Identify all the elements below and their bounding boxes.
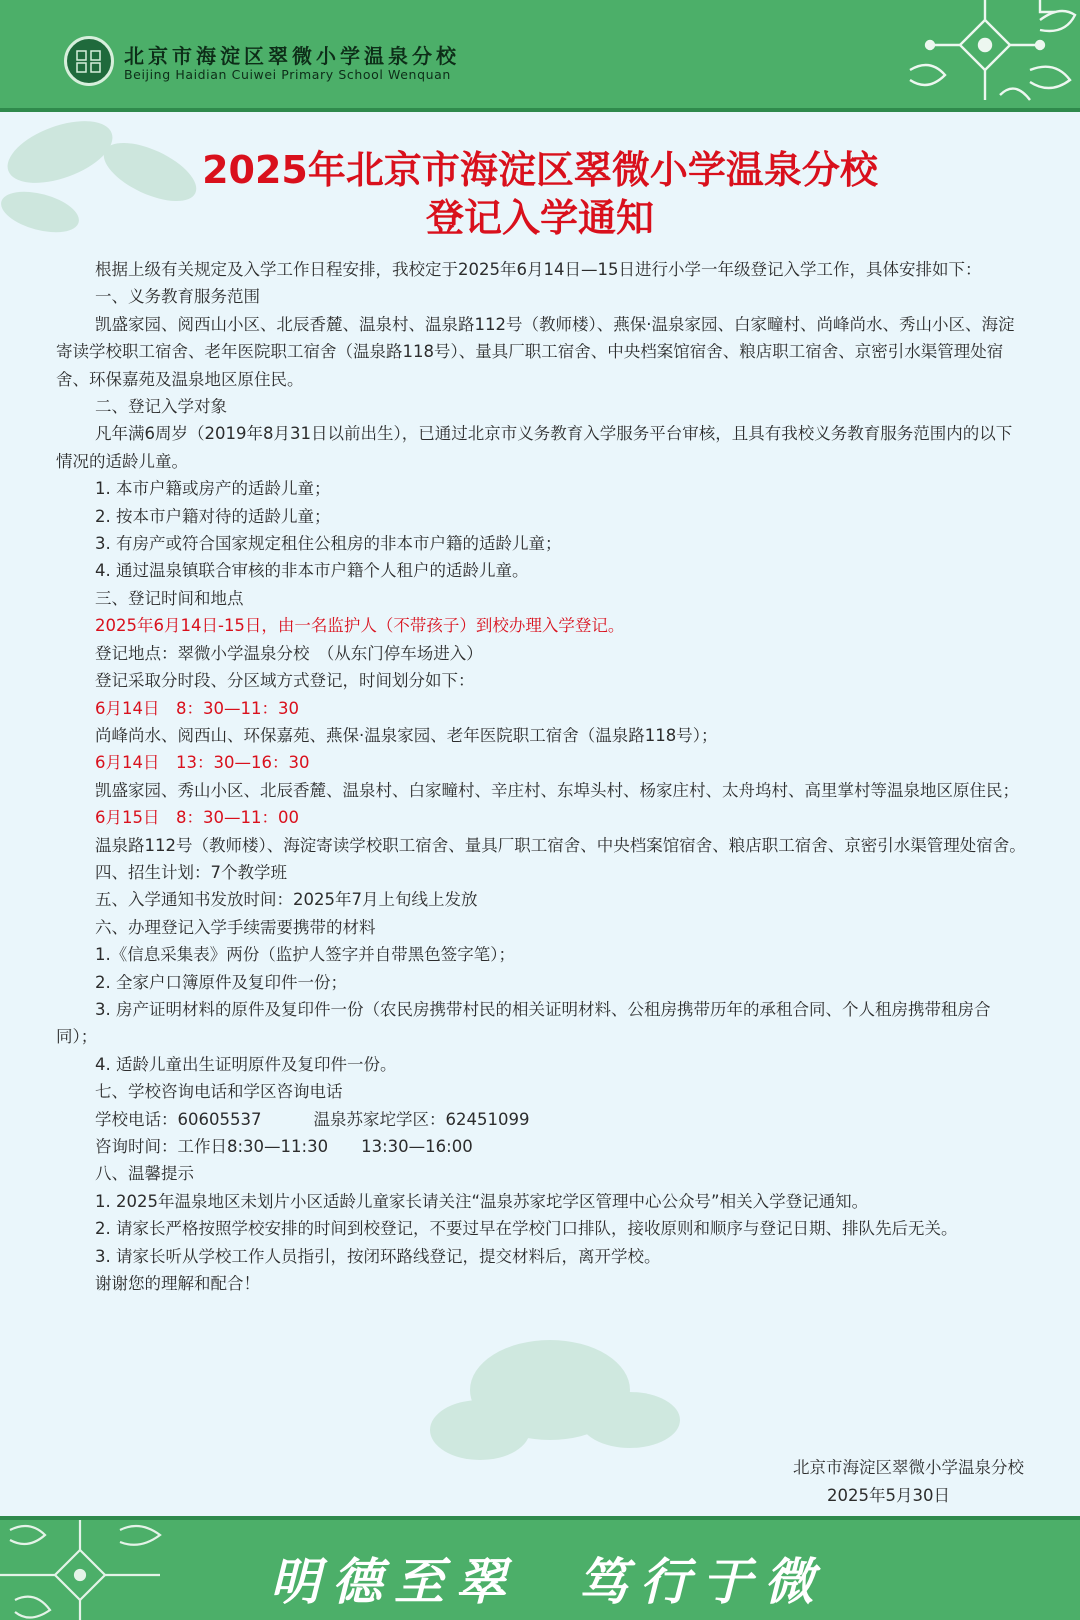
list-item: 1. 2025年温泉地区未划片小区适龄儿童家长请关注“温泉苏家坨学区管理中心公众号”相关入学登记通知。 <box>95 1191 869 1211</box>
list-item: 3. 有房产或符合国家规定租住公租房的非本市户籍的适龄儿童； <box>95 534 562 554</box>
section-heading: 四、招生计划：7个教学班 <box>95 862 287 882</box>
notice-title <box>0 146 1080 242</box>
eligibility-text: 凡年满6周岁（2019年8月31日以前出生），已通过北京市义务教育入学服务平台审核，且具有我校义务教育服务范围内的以下情况的适龄儿童。 <box>56 424 1013 471</box>
list-item: 2. 全家户口簿原件及复印件一份； <box>95 972 347 992</box>
header-bar <box>0 0 1080 112</box>
section-heading: 一、义务教育服务范围 <box>95 287 260 307</box>
list-item: 1.《信息采集表》两份（监护人签字并自带黑色签字笔）； <box>95 945 515 965</box>
title-line-2: 登记入学通知 <box>425 196 654 240</box>
intro-paragraph: 根据上级有关规定及入学工作日程安排，我校定于2025年6月14日—15日进行小学一年级登记入学工作，具体安排如下： <box>95 260 982 279</box>
list-item: 1. 本市户籍或房产的适龄儿童； <box>95 479 331 499</box>
school-phone: 学校电话：60605537 <box>95 1109 262 1129</box>
list-item: 4. 通过温泉镇联合审核的非本市户籍个人租户的适龄儿童。 <box>95 561 529 581</box>
motto-left: 明德至翠 <box>270 1552 518 1611</box>
signature-date: 2025年5月30日 <box>827 1486 950 1505</box>
school-name-cn: 北京市海淀区翠微小学温泉分校 <box>124 44 460 68</box>
notice-body <box>56 256 1026 1297</box>
service-area-text: 凯盛家园、阅西山小区、北辰香麓、温泉村、温泉路112号（教师楼）、燕保·温泉家园、白家疃村、尚峰尚水、秀山小区、海淀寄读学校职工宿舍、老年医院职工宿舍（温泉路118号）、量具厂职工宿舍、中央档案馆宿舍、粮店职工宿舍、京密引水渠管理处宿舍、环保嘉苑及温泉地区原住民。 <box>56 314 1015 389</box>
consult-hours: 咨询时间：工作日8:30—11:30 13:30—16:00 <box>95 1137 473 1156</box>
time-slot-areas: 尚峰尚水、阅西山、环保嘉苑、燕保·温泉家园、老年医院职工宿舍（温泉路118号）； <box>95 725 718 745</box>
section-heading: 七、学校咨询电话和学区咨询电话 <box>95 1082 343 1102</box>
decorative-pattern-icon <box>890 0 1080 112</box>
list-item: 2. 请家长严格按照学校安排的时间到校登记，不要过早在学校门口排队，接收原则和顺序与登记日期、排队先后无关。 <box>95 1219 958 1239</box>
registration-place: 登记地点：翠微小学温泉分校 （从东门停车场进入） <box>95 643 483 663</box>
school-emblem-icon <box>64 36 114 86</box>
thanks-line: 谢谢您的理解和配合！ <box>95 1274 260 1294</box>
motto-right: 笃行于微 <box>578 1552 826 1611</box>
time-slot: 6月14日 8：30—11：30 <box>95 698 299 718</box>
section-heading: 二、登记入学对象 <box>95 397 227 417</box>
section-heading: 五、入学通知书发放时间：2025年7月上旬线上发放 <box>95 890 478 910</box>
list-item: 2. 按本市户籍对待的适龄儿童； <box>95 506 331 526</box>
registration-date-highlight: 2025年6月14日-15日，由一名监护人（不带孩子）到校办理入学登记。 <box>95 616 625 636</box>
phone-line <box>56 1106 1026 1133</box>
time-slot: 6月14日 13：30—16：30 <box>95 753 310 773</box>
section-heading: 三、登记时间和地点 <box>95 588 244 608</box>
time-slot: 6月15日 8：30—11：00 <box>95 808 299 828</box>
list-item: 4. 适龄儿童出生证明原件及复印件一份。 <box>95 1054 397 1074</box>
signature-org: 北京市海淀区翠微小学温泉分校 <box>793 1458 1024 1477</box>
footer-bar <box>0 1516 1080 1620</box>
school-name-en: Beijing Haidian Cuiwei Primary School Wenquan <box>124 67 451 82</box>
district-phone: 温泉苏家坨学区：62451099 <box>313 1109 530 1129</box>
section-heading: 六、办理登记入学手续需要携带的材料 <box>95 917 376 937</box>
decorative-pattern-icon <box>0 1520 190 1620</box>
time-slot-areas: 凯盛家园、秀山小区、北辰香麓、温泉村、白家疃村、辛庄村、东埠头村、杨家庄村、太舟坞村、高里掌村等温泉地区原住民； <box>95 780 1019 800</box>
section-heading: 八、温馨提示 <box>95 1164 194 1184</box>
time-slot-areas: 温泉路112号（教师楼）、海淀寄读学校职工宿舍、量具厂职工宿舍、中央档案馆宿舍、粮店职工宿舍、京密引水渠管理处宿舍。 <box>95 835 1026 855</box>
list-item: 3. 请家长听从学校工作人员指引，按闭环路线登记，提交材料后，离开学校。 <box>95 1246 661 1266</box>
title-line-1: 2025年北京市海淀区翠微小学温泉分校 <box>202 148 878 192</box>
registration-method: 登记采取分时段、分区域方式登记，时间划分如下： <box>95 671 475 691</box>
list-item: 3. 房产证明材料的原件及复印件一份（农民房携带村民的相关证明材料、公租房携带历年的承租合同、个人租房携带租房合同）； <box>56 999 991 1047</box>
leaf-watermark-icon <box>400 1300 700 1490</box>
